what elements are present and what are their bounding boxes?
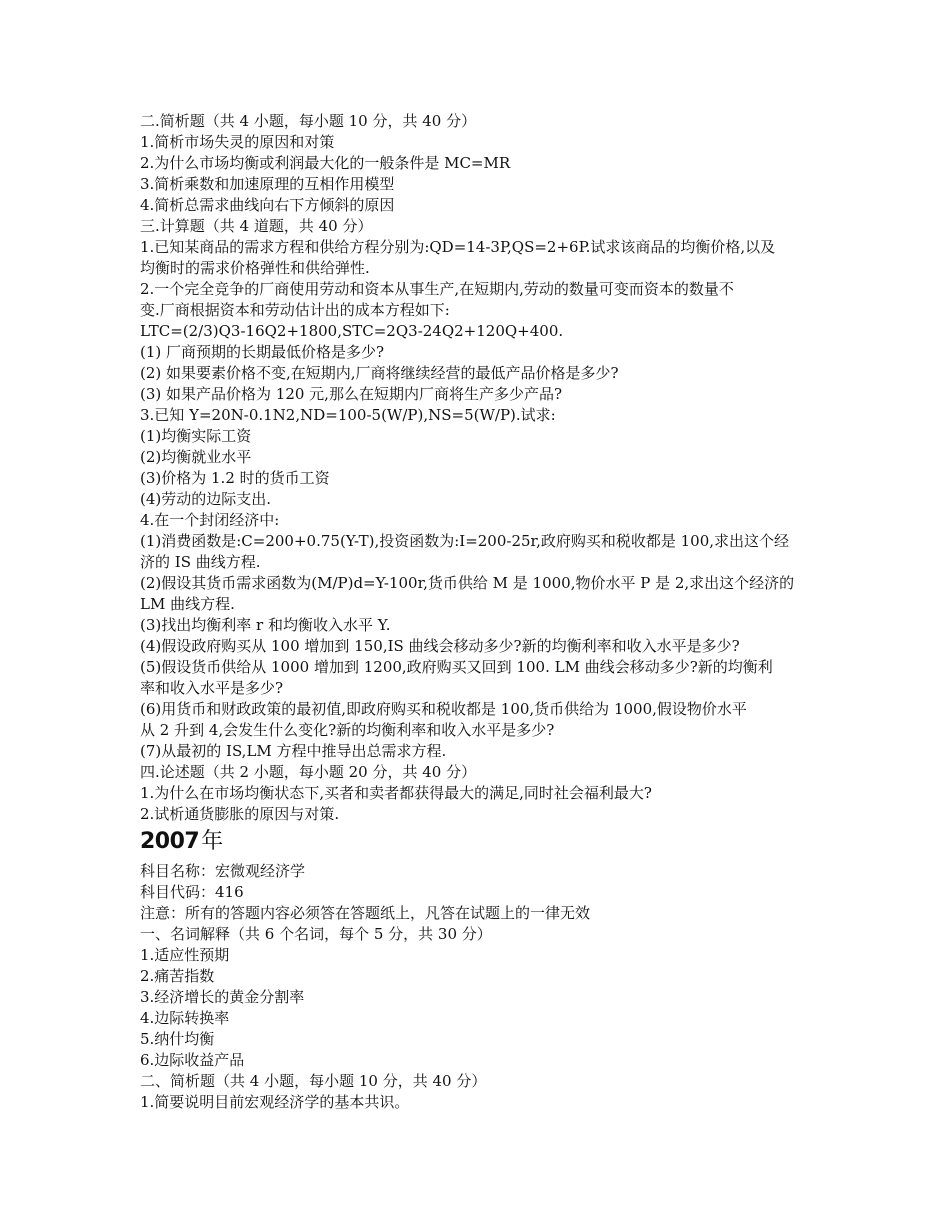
exam-text-line: (2)均衡就业水平 <box>140 448 252 466</box>
exam-2007-text-line: 5.纳什均衡 <box>140 1030 215 1048</box>
exam-2007-text-line: 注意：所有的答题内容必须答在答题纸上，凡答在试题上的一律无效 <box>140 904 591 922</box>
exam-text-line: (3)找出均衡利率 r 和均衡收入水平 Y. <box>140 616 391 634</box>
exam-text-line: 4.在一个封闭经济中: <box>140 511 280 529</box>
exam-text-line: LTC=(2/3)Q3-16Q2+1800,STC=2Q3-24Q2+120Q+400. <box>140 322 564 340</box>
exam-2007-text-line: 1.适应性预期 <box>140 946 230 964</box>
exam-text-line: 率和收入水平是多少? <box>140 679 284 697</box>
exam-2007-text-line: 科目代码：416 <box>140 883 244 901</box>
exam-text-line: (2) 如果要素价格不变,在短期内,厂商将继续经营的最低产品价格是多少? <box>140 364 619 382</box>
exam-text-line: (5)假设货币供给从 1000 增加到 1200,政府购买又回到 100. LM 曲线会移动多少?新的均衡利 <box>140 658 773 676</box>
exam-text-line: 4.简析总需求曲线向右下方倾斜的原因 <box>140 196 395 214</box>
exam-text-line: 均衡时的需求价格弹性和供给弹性. <box>140 259 370 277</box>
exam-2007-text-line: 二、简析题（共 4 小题，每小题 10 分，共 40 分） <box>140 1072 487 1090</box>
exam-text-line: (6)用货币和财政政策的最初值,即政府购买和税收都是 100,货币供给为 1000,假设物价水平 <box>140 700 747 718</box>
exam-text-line: (1)消费函数是:C=200+0.75(Y-T),投资函数为:I=200-25r,政府购买和税收都是 100,求出这个经 <box>140 532 790 550</box>
exam-text-line: (4)劳动的边际支出. <box>140 490 272 508</box>
exam-section-previous <box>140 111 820 825</box>
exam-text-line: 济的 IS 曲线方程. <box>140 553 261 571</box>
exam-text-line: 1.为什么在市场均衡状态下,买者和卖者都获得最大的满足,同时社会福利最大? <box>140 784 652 802</box>
exam-2007-text-line: 1.简要说明目前宏观经济学的基本共识。 <box>140 1093 410 1111</box>
exam-2007-text-line: 一、名词解释（共 6 个名词，每个 5 分，共 30 分） <box>140 925 492 943</box>
exam-text-line: 从 2 升到 4,会发生什么变化?新的均衡利率和收入水平是多少? <box>140 721 555 739</box>
exam-text-line: 2.试析通货膨胀的原因与对策. <box>140 805 340 823</box>
exam-text-line: 2.为什么市场均衡或利润最大化的一般条件是 MC=MR <box>140 154 511 172</box>
exam-text-line: 二.简析题（共 4 小题，每小题 10 分，共 40 分） <box>140 112 477 130</box>
exam-text-line: (7)从最初的 IS,LM 方程中推导出总需求方程. <box>140 742 447 760</box>
exam-text-line: (1) 厂商预期的长期最低价格是多少? <box>140 343 385 361</box>
exam-2007-text-line: 3.经济增长的黄金分割率 <box>140 988 305 1006</box>
document-body <box>140 111 820 1113</box>
heading-spacer <box>140 854 820 861</box>
exam-text-line: (3)价格为 1.2 时的货币工资 <box>140 469 330 487</box>
exam-text-line: LM 曲线方程. <box>140 595 235 613</box>
exam-text-line: 变.厂商根据资本和劳动估计出的成本方程如下: <box>140 301 450 319</box>
exam-text-line: (4)假设政府购买从 100 增加到 150,IS 曲线会移动多少?新的均衡利率和收入水平是多少? <box>140 637 740 655</box>
exam-text-line: 1.简析市场失灵的原因和对策 <box>140 133 335 151</box>
exam-text-line: (2)假设其货币需求函数为(M/P)d=Y-100r,货币供给 M 是 1000,物价水平 P 是 2,求出这个经济的 <box>140 574 795 592</box>
year-suffix: 年 <box>201 829 224 854</box>
exam-text-line: 四.论述题（共 2 小题，每小题 20 分，共 40 分） <box>140 763 477 781</box>
exam-text-line: 3.简析乘数和加速原理的互相作用模型 <box>140 175 395 193</box>
year-number: 2007 <box>140 829 200 854</box>
exam-2007-text-line: 6.边际收益产品 <box>140 1051 245 1069</box>
exam-section-2007 <box>140 861 820 1113</box>
exam-2007-text-line: 2.痛苦指数 <box>140 967 215 985</box>
exam-2007-text-line: 科目名称：宏微观经济学 <box>140 862 306 880</box>
exam-text-line: (1)均衡实际工资 <box>140 427 252 445</box>
exam-text-line: 2.一个完全竞争的厂商使用劳动和资本从事生产,在短期内,劳动的数量可变而资本的数量不 <box>140 280 734 298</box>
exam-text-line: 1.已知某商品的需求方程和供给方程分别为:QD=14-3P,QS=2+6P.试求该商品的均衡价格,以及 <box>140 238 776 256</box>
exam-text-line: 三.计算题（共 4 道题，共 40 分） <box>140 217 373 235</box>
exam-text-line: 3.已知 Y=20N-0.1N2,ND=100-5(W/P),NS=5(W/P).试求: <box>140 406 556 424</box>
exam-text-line: (3) 如果产品价格为 120 元,那么在短期内厂商将生产多少产品? <box>140 385 562 403</box>
exam-2007-text-line: 4.边际转换率 <box>140 1009 230 1027</box>
